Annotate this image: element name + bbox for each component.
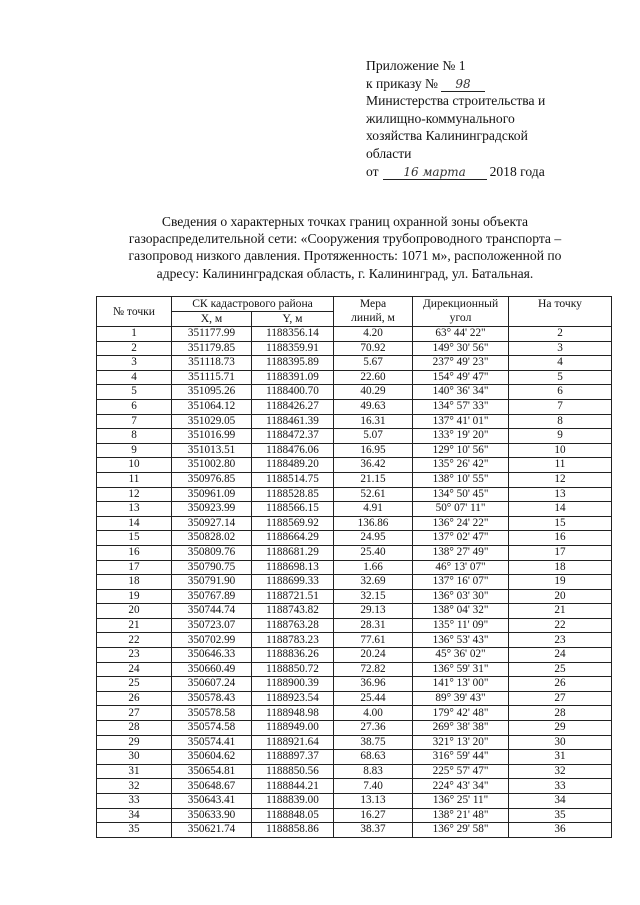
cell-bearing: 135° 26' 42" (413, 458, 509, 473)
cell-y: 1188698.13 (252, 560, 334, 575)
table-row (97, 370, 612, 385)
cell-y: 1188472.37 (252, 429, 334, 444)
cell-bearing: 321° 13' 20" (413, 735, 509, 750)
table-row (97, 706, 612, 721)
header-to-point: На точку (509, 297, 612, 327)
table-row (97, 604, 612, 619)
order-number-handwritten: 98 (441, 77, 485, 92)
cell-bearing: 136° 25' 11" (413, 794, 509, 809)
cell-length: 28.31 (334, 618, 413, 633)
cell-x: 350923.99 (172, 502, 252, 517)
cell-length: 72.82 (334, 662, 413, 677)
cell-x: 350702.99 (172, 633, 252, 648)
cell-length: 25.44 (334, 691, 413, 706)
cell-x: 350976.85 (172, 472, 252, 487)
cell-point-no: 3 (97, 356, 172, 371)
cell-point-no: 9 (97, 443, 172, 458)
cell-length: 7.40 (334, 779, 413, 794)
cell-to-point: 7 (509, 399, 612, 414)
cell-to-point: 36 (509, 823, 612, 838)
cell-x: 350791.90 (172, 575, 252, 590)
cell-to-point: 4 (509, 356, 612, 371)
cell-bearing: 133° 19' 20" (413, 429, 509, 444)
cell-point-no: 14 (97, 516, 172, 531)
cell-x: 350578.43 (172, 691, 252, 706)
table-row (97, 502, 612, 517)
cell-length: 22.60 (334, 370, 413, 385)
table-row (97, 633, 612, 648)
cell-y: 1188391.09 (252, 370, 334, 385)
cell-x: 351002.80 (172, 458, 252, 473)
cell-bearing: 89° 39' 43" (413, 691, 509, 706)
cell-y: 1188848.05 (252, 808, 334, 823)
cell-to-point: 19 (509, 575, 612, 590)
cell-length: 49.63 (334, 399, 413, 414)
cell-y: 1188948.98 (252, 706, 334, 721)
table-row (97, 531, 612, 546)
cell-to-point: 31 (509, 750, 612, 765)
cell-point-no: 7 (97, 414, 172, 429)
cell-to-point: 33 (509, 779, 612, 794)
cell-x: 350633.90 (172, 808, 252, 823)
header-y: Y, м (252, 312, 334, 327)
cell-to-point: 32 (509, 764, 612, 779)
table-row (97, 677, 612, 692)
cell-x: 351016.99 (172, 429, 252, 444)
cell-length: 77.61 (334, 633, 413, 648)
document-heading (80, 213, 610, 282)
cell-length: 40.29 (334, 385, 413, 400)
cell-to-point: 22 (509, 618, 612, 633)
cell-length: 68.63 (334, 750, 413, 765)
cell-length: 32.15 (334, 589, 413, 604)
cell-length: 27.36 (334, 721, 413, 736)
cell-x: 350809.76 (172, 545, 252, 560)
ministry-line-1: Министерства строительства и (366, 93, 546, 109)
cell-y: 1188528.85 (252, 487, 334, 502)
heading-line-2: газораспределительной сети: «Сооружения трубопроводного транспорта – (128, 231, 562, 247)
cell-to-point: 15 (509, 516, 612, 531)
table-row (97, 575, 612, 590)
heading-line-4: адресу: Калининградская область, г. Калининград, ул. Батальная. (156, 265, 534, 281)
cell-point-no: 13 (97, 502, 172, 517)
heading-line-3: газопровод низкого давления. Протяженность: 1071 м», расположенной по (128, 248, 562, 264)
cell-x: 350927.14 (172, 516, 252, 531)
cell-point-no: 1 (97, 327, 172, 342)
cell-bearing: 138° 21' 48" (413, 808, 509, 823)
cell-x: 351179.85 (172, 341, 252, 356)
table-row (97, 429, 612, 444)
cell-x: 350574.41 (172, 735, 252, 750)
cell-y: 1188923.54 (252, 691, 334, 706)
cell-x: 350660.49 (172, 662, 252, 677)
cell-point-no: 22 (97, 633, 172, 648)
cell-x: 350790.75 (172, 560, 252, 575)
cell-to-point: 30 (509, 735, 612, 750)
table-row (97, 764, 612, 779)
cell-y: 1188858.86 (252, 823, 334, 838)
table-row (97, 516, 612, 531)
date-prefix: от (366, 163, 379, 179)
cell-to-point: 27 (509, 691, 612, 706)
cell-to-point: 25 (509, 662, 612, 677)
table-row (97, 779, 612, 794)
cell-x: 350744.74 (172, 604, 252, 619)
cell-length: 38.37 (334, 823, 413, 838)
cell-point-no: 28 (97, 721, 172, 736)
cell-y: 1188566.15 (252, 502, 334, 517)
cell-to-point: 17 (509, 545, 612, 560)
cell-to-point: 14 (509, 502, 612, 517)
cell-x: 350648.67 (172, 779, 252, 794)
cell-point-no: 15 (97, 531, 172, 546)
cell-bearing: 63° 44' 22" (413, 327, 509, 342)
cell-bearing: 141° 13' 00" (413, 677, 509, 692)
cell-bearing: 224° 43' 34" (413, 779, 509, 794)
cell-length: 5.07 (334, 429, 413, 444)
cell-x: 351095.26 (172, 385, 252, 400)
cell-point-no: 31 (97, 764, 172, 779)
cell-length: 1.66 (334, 560, 413, 575)
cell-point-no: 5 (97, 385, 172, 400)
cell-length: 4.20 (334, 327, 413, 342)
cell-bearing: 46° 13' 07" (413, 560, 509, 575)
cell-to-point: 35 (509, 808, 612, 823)
header-length (334, 297, 413, 327)
ministry-line-4: области (366, 145, 412, 161)
cell-y: 1188921.64 (252, 735, 334, 750)
table-row (97, 414, 612, 429)
cell-y: 1188949.00 (252, 721, 334, 736)
cell-point-no: 21 (97, 618, 172, 633)
cell-x: 351115.71 (172, 370, 252, 385)
table-row (97, 662, 612, 677)
date-handwritten: 16 марта (383, 165, 487, 180)
table-row (97, 691, 612, 706)
cell-length: 36.42 (334, 458, 413, 473)
cell-bearing: 138° 04' 32" (413, 604, 509, 619)
cell-bearing: 138° 10' 55" (413, 472, 509, 487)
cell-length: 32.69 (334, 575, 413, 590)
table-row (97, 823, 612, 838)
cell-length: 36.96 (334, 677, 413, 692)
cell-to-point: 12 (509, 472, 612, 487)
cell-length: 13.13 (334, 794, 413, 809)
header-length-line-1: Мера (359, 297, 387, 310)
cell-point-no: 25 (97, 677, 172, 692)
cell-to-point: 26 (509, 677, 612, 692)
cell-x: 351029.05 (172, 414, 252, 429)
cell-point-no: 20 (97, 604, 172, 619)
header-row-1 (97, 297, 612, 312)
cell-point-no: 35 (97, 823, 172, 838)
cell-y: 1188426.27 (252, 399, 334, 414)
cell-to-point: 2 (509, 327, 612, 342)
header-point-no: № точки (97, 297, 172, 327)
table-row (97, 356, 612, 371)
cell-point-no: 16 (97, 545, 172, 560)
cell-y: 1188850.56 (252, 764, 334, 779)
cell-bearing: 154° 49' 47" (413, 370, 509, 385)
cell-y: 1188844.21 (252, 779, 334, 794)
cell-bearing: 316° 59' 44" (413, 750, 509, 765)
cell-y: 1188461.39 (252, 414, 334, 429)
cell-point-no: 26 (97, 691, 172, 706)
cell-x: 350654.81 (172, 764, 252, 779)
cell-point-no: 27 (97, 706, 172, 721)
table-row (97, 560, 612, 575)
cell-point-no: 12 (97, 487, 172, 502)
cell-y: 1188356.14 (252, 327, 334, 342)
appendix-title: Приложение № 1 (366, 58, 466, 73)
cell-length: 20.24 (334, 648, 413, 663)
cell-bearing: 136° 29' 58" (413, 823, 509, 838)
cell-to-point: 23 (509, 633, 612, 648)
cell-x: 350767.89 (172, 589, 252, 604)
cell-to-point: 3 (509, 341, 612, 356)
cell-y: 1188400.70 (252, 385, 334, 400)
cell-to-point: 13 (509, 487, 612, 502)
cell-point-no: 23 (97, 648, 172, 663)
cell-bearing: 225° 57' 47" (413, 764, 509, 779)
cell-point-no: 29 (97, 735, 172, 750)
cell-point-no: 8 (97, 429, 172, 444)
cell-to-point: 9 (509, 429, 612, 444)
header-bearing-line-1: Дирекционный (422, 297, 499, 310)
cell-bearing: 134° 50' 45" (413, 487, 509, 502)
cell-bearing: 140° 36' 34" (413, 385, 509, 400)
cell-y: 1188743.82 (252, 604, 334, 619)
cell-y: 1188359.91 (252, 341, 334, 356)
cell-bearing: 45° 36' 02" (413, 648, 509, 663)
cell-y: 1188763.28 (252, 618, 334, 633)
table-row (97, 648, 612, 663)
cell-bearing: 137° 02' 47" (413, 531, 509, 546)
cell-x: 350961.09 (172, 487, 252, 502)
cell-bearing: 138° 27' 49" (413, 545, 509, 560)
cell-to-point: 10 (509, 443, 612, 458)
cell-point-no: 17 (97, 560, 172, 575)
cell-point-no: 18 (97, 575, 172, 590)
table-row (97, 487, 612, 502)
cell-bearing: 136° 59' 31" (413, 662, 509, 677)
cell-length: 136.86 (334, 516, 413, 531)
cell-to-point: 11 (509, 458, 612, 473)
header-length-line-2: линий, м (351, 311, 395, 324)
table-row (97, 443, 612, 458)
cell-bearing: 136° 24' 22" (413, 516, 509, 531)
cell-point-no: 11 (97, 472, 172, 487)
cell-x: 351064.12 (172, 399, 252, 414)
order-reference (366, 75, 606, 93)
cell-bearing: 137° 41' 01" (413, 414, 509, 429)
table-row (97, 545, 612, 560)
cell-length: 21.15 (334, 472, 413, 487)
cell-x: 350646.33 (172, 648, 252, 663)
cell-bearing: 237° 49' 23" (413, 356, 509, 371)
cell-y: 1188489.20 (252, 458, 334, 473)
cell-y: 1188681.29 (252, 545, 334, 560)
cell-length: 24.95 (334, 531, 413, 546)
table-body (97, 327, 612, 838)
cell-y: 1188395.89 (252, 356, 334, 371)
cell-x: 350574.58 (172, 721, 252, 736)
cell-length: 4.00 (334, 706, 413, 721)
cell-length: 38.75 (334, 735, 413, 750)
cell-y: 1188783.23 (252, 633, 334, 648)
cell-x: 351177.99 (172, 327, 252, 342)
table-row (97, 341, 612, 356)
cell-y: 1188850.72 (252, 662, 334, 677)
cell-to-point: 5 (509, 370, 612, 385)
cell-x: 350723.07 (172, 618, 252, 633)
cell-point-no: 30 (97, 750, 172, 765)
cell-to-point: 6 (509, 385, 612, 400)
cell-y: 1188664.29 (252, 531, 334, 546)
cell-length: 29.13 (334, 604, 413, 619)
cell-x: 350578.58 (172, 706, 252, 721)
cell-bearing: 149° 30' 56" (413, 341, 509, 356)
cell-bearing: 179° 42' 48" (413, 706, 509, 721)
cell-y: 1188836.26 (252, 648, 334, 663)
header-bearing-line-2: угол (449, 311, 472, 324)
cell-length: 52.61 (334, 487, 413, 502)
cell-bearing: 135° 11' 09" (413, 618, 509, 633)
date-suffix: 2018 года (489, 163, 545, 179)
cell-bearing: 269° 38' 38" (413, 721, 509, 736)
cell-to-point: 34 (509, 794, 612, 809)
order-prefix: к приказу № (366, 75, 439, 91)
header-x: X, м (172, 312, 252, 327)
header-bearing (413, 297, 509, 327)
table-row (97, 750, 612, 765)
cell-length: 70.92 (334, 341, 413, 356)
cell-x: 351013.51 (172, 443, 252, 458)
table-row (97, 794, 612, 809)
table-row (97, 735, 612, 750)
cell-point-no: 6 (97, 399, 172, 414)
cell-to-point: 18 (509, 560, 612, 575)
table-row (97, 327, 612, 342)
cell-bearing: 137° 16' 07" (413, 575, 509, 590)
cell-point-no: 10 (97, 458, 172, 473)
cell-bearing: 129° 10' 56" (413, 443, 509, 458)
table-row (97, 458, 612, 473)
table-row (97, 589, 612, 604)
header-sk-group: СК кадастрового района (172, 297, 334, 312)
order-date (366, 163, 606, 181)
cell-length: 16.31 (334, 414, 413, 429)
cell-length: 16.27 (334, 808, 413, 823)
cell-point-no: 4 (97, 370, 172, 385)
table-row (97, 618, 612, 633)
table-row (97, 385, 612, 400)
cell-length: 5.67 (334, 356, 413, 371)
cell-bearing: 136° 53' 43" (413, 633, 509, 648)
table-row (97, 721, 612, 736)
cell-point-no: 33 (97, 794, 172, 809)
cell-y: 1188839.00 (252, 794, 334, 809)
cell-point-no: 34 (97, 808, 172, 823)
cell-y: 1188897.37 (252, 750, 334, 765)
cell-y: 1188699.33 (252, 575, 334, 590)
cell-y: 1188900.39 (252, 677, 334, 692)
cell-to-point: 29 (509, 721, 612, 736)
ministry-line-2: жилищно-коммунального (366, 110, 515, 126)
cell-bearing: 50° 07' 11" (413, 502, 509, 517)
appendix-block (366, 57, 606, 180)
cell-y: 1188514.75 (252, 472, 334, 487)
boundary-points-table (96, 296, 612, 838)
cell-y: 1188569.92 (252, 516, 334, 531)
table-row (97, 472, 612, 487)
cell-to-point: 20 (509, 589, 612, 604)
cell-x: 350828.02 (172, 531, 252, 546)
cell-point-no: 2 (97, 341, 172, 356)
cell-length: 16.95 (334, 443, 413, 458)
table-row (97, 808, 612, 823)
cell-to-point: 24 (509, 648, 612, 663)
cell-to-point: 21 (509, 604, 612, 619)
cell-to-point: 28 (509, 706, 612, 721)
cell-x: 350621.74 (172, 823, 252, 838)
cell-x: 351118.73 (172, 356, 252, 371)
cell-x: 350643.41 (172, 794, 252, 809)
cell-bearing: 136° 03' 30" (413, 589, 509, 604)
cell-to-point: 16 (509, 531, 612, 546)
cell-length: 8.83 (334, 764, 413, 779)
cell-x: 350604.62 (172, 750, 252, 765)
cell-bearing: 134° 57' 33" (413, 399, 509, 414)
ministry-line-3: хозяйства Калининградской (366, 128, 528, 144)
cell-y: 1188721.51 (252, 589, 334, 604)
cell-x: 350607.24 (172, 677, 252, 692)
cell-point-no: 19 (97, 589, 172, 604)
cell-length: 25.40 (334, 545, 413, 560)
cell-to-point: 8 (509, 414, 612, 429)
table-row (97, 399, 612, 414)
cell-point-no: 32 (97, 779, 172, 794)
cell-y: 1188476.06 (252, 443, 334, 458)
cell-length: 4.91 (334, 502, 413, 517)
heading-line-1: Сведения о характерных точках границ охранной зоны объекта (161, 214, 529, 229)
cell-point-no: 24 (97, 662, 172, 677)
